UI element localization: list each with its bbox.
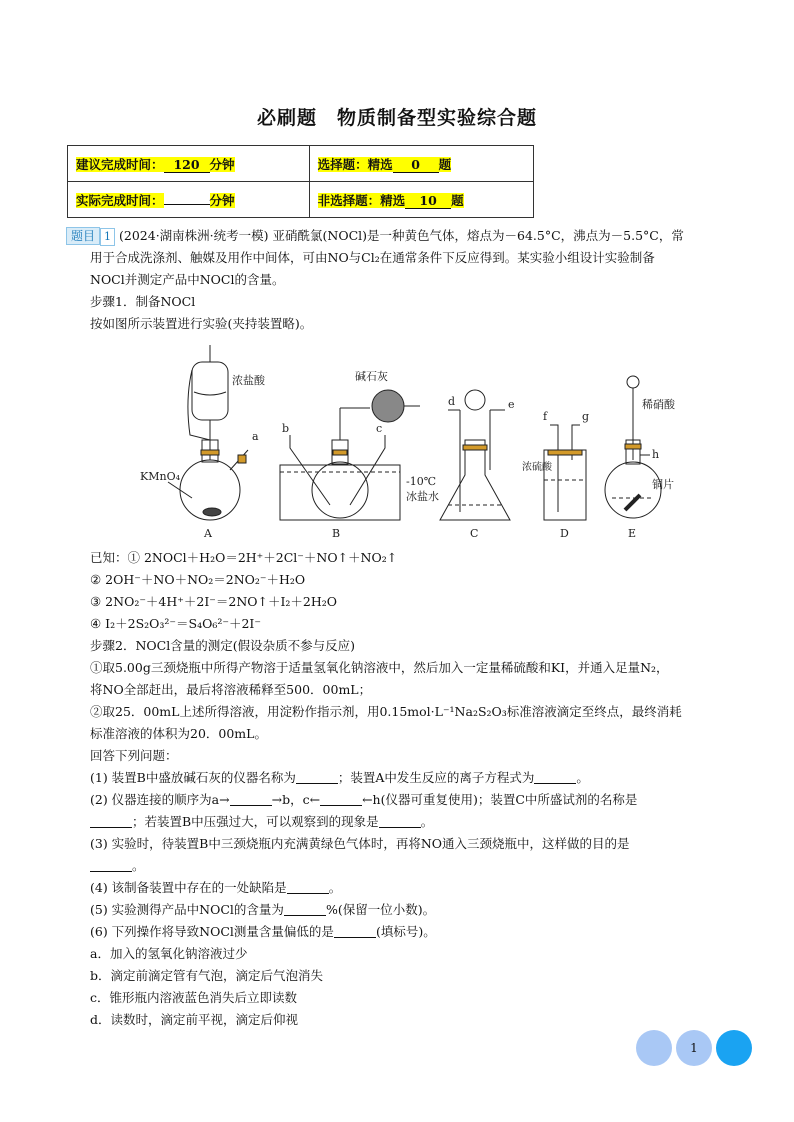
suggest-time-label: 建议完成时间： — [76, 156, 164, 172]
q2-blank-2[interactable] — [320, 791, 362, 806]
q3-blank[interactable] — [90, 857, 132, 872]
answer-prompt: 回答下列问题： — [90, 748, 178, 763]
step1-title: 步骤1．制备NOCl — [90, 294, 196, 309]
pressure-tube — [188, 370, 210, 440]
stopper-a2 — [238, 455, 246, 463]
apparatus-b — [280, 390, 420, 520]
step2-a-1: ①取5.00g三颈烧瓶中所得产物溶于适量氢氧化钠溶液中，然后加入一定量稀硫酸和KI，并通入足量N₂， — [90, 660, 669, 675]
inlet-tube-b — [290, 435, 330, 505]
step1-desc: 按如图所示装置进行实验(夹持装置略)。 — [90, 316, 313, 331]
question-2 — [70, 789, 730, 811]
q4-text: (4) 该制备装置中存在的一处缺陷是 — [90, 880, 287, 895]
label-b: b — [282, 422, 290, 435]
step2-b-1: ②取25．00mL上述所得溶液，用淀粉作指示剂，用0.15mol·L⁻¹Na₂S₂O₃标准溶液滴定至终点，最终消耗 — [90, 704, 682, 719]
question-6 — [70, 921, 730, 943]
question-3: (3) 实验时，待装置B中三颈烧瓶内充满黄绿色气体时，再将NO通入三颈烧瓶中，这样做的目的是 — [90, 836, 630, 851]
funnel-top-e — [627, 376, 639, 388]
nonchoice-value: 10 — [405, 193, 451, 209]
intro-text-3: NOCl并测定产品中NOCl的含量。 — [90, 272, 285, 287]
suggest-time-value: 120 — [164, 157, 210, 173]
q2-blank-3[interactable] — [90, 813, 132, 828]
copper-sheet — [625, 495, 640, 510]
label-g: g — [582, 410, 590, 423]
question-1 — [70, 767, 730, 789]
intro-text-2: 用于合成洗涤剂、触媒及用作中间体，可由NO与Cl₂在通常条件下反应得到。某实验小组设计实验制备 — [90, 250, 655, 265]
label-ice: 冰盐水 — [406, 490, 439, 503]
question-number: 1 — [100, 228, 115, 246]
stopper-d — [548, 450, 582, 455]
label-h: h — [652, 448, 660, 461]
time-unit: 分钟 — [209, 156, 235, 172]
q2-blank-1[interactable] — [230, 791, 272, 806]
actual-time-unit: 分钟 — [209, 192, 235, 208]
label-h2so4: 浓硫酸 — [522, 462, 552, 473]
label-C: C — [470, 527, 479, 540]
step2-b-2: 标准溶液的体积为20．00mL。 — [90, 726, 267, 741]
ice-bath — [280, 465, 400, 520]
apparatus-a — [168, 345, 248, 520]
stopper-c — [463, 445, 487, 450]
q1-end: 。 — [576, 770, 589, 785]
label-e: e — [508, 398, 515, 411]
q2-blank-4[interactable] — [379, 813, 421, 828]
choice-label: 选择题：精选 — [317, 156, 393, 172]
option-c: c．锥形瓶内溶液蓝色消失后立即读数 — [90, 990, 298, 1005]
kmno4-solid — [203, 508, 221, 516]
q2-l2b: 。 — [420, 814, 434, 829]
stopper-b — [333, 450, 347, 455]
q6-blank[interactable] — [334, 923, 376, 938]
label-temp: -10℃ — [406, 475, 437, 488]
label-d: d — [448, 395, 456, 408]
page-circle-right — [716, 1030, 752, 1066]
question-intro-line-1 — [66, 225, 730, 247]
label-D: D — [560, 527, 569, 540]
q6-end: (填标号)。 — [375, 924, 436, 939]
label-hno3: 稀硝酸 — [642, 398, 675, 411]
info-table — [67, 145, 534, 218]
choice-cell — [309, 146, 533, 182]
question-3-line-2 — [70, 855, 730, 877]
page-circle-left — [636, 1030, 672, 1066]
stopper-a — [201, 450, 219, 455]
actual-time-label: 实际完成时间： — [76, 192, 164, 208]
known-2: ② 2OH⁻＋NO＋NO₂＝2NO₂⁻＋H₂O — [90, 572, 306, 587]
funnel-liquid — [194, 392, 226, 395]
drying-tube-bulb — [372, 390, 404, 422]
q1-blank-1[interactable] — [296, 769, 338, 784]
option-a: a．加入的氢氧化钠溶液过少 — [90, 946, 248, 961]
page-number-badge — [636, 1030, 752, 1066]
label-a: a — [252, 430, 259, 443]
label-B: B — [332, 527, 341, 540]
q5-blank[interactable] — [284, 901, 326, 916]
label-hcl: 浓盐酸 — [232, 374, 265, 387]
label-A: A — [204, 527, 212, 540]
q1-text: (1) 装置B中盛放碱石灰的仪器名称为 — [90, 770, 296, 785]
label-E: E — [628, 527, 637, 540]
q2-mid2: ←h(仪器可重复使用)；装置C中所盛试剂的名称是 — [362, 792, 638, 807]
label-soda: 碱石灰 — [355, 370, 388, 383]
q2-l2a: ；若装置B中压强过大，可以观察到的现象是 — [132, 814, 379, 829]
bulb-c — [465, 390, 485, 410]
q5-end: %(保留一位小数)。 — [325, 902, 436, 917]
erlenmeyer-c — [440, 440, 510, 520]
known-1: 已知：① 2NOCl＋H₂O＝2H⁺＋2Cl⁻＋NO↑＋NO₂↑ — [90, 550, 398, 565]
q5-text: (5) 实验测得产品中NOCl的含量为 — [90, 902, 284, 917]
question-2-line-2 — [70, 811, 730, 833]
choice-unit: 题 — [438, 156, 452, 172]
label-f: f — [543, 410, 548, 423]
q4-end: 。 — [328, 880, 342, 895]
label-cu: 铜片 — [652, 478, 674, 491]
q1-blank-2[interactable] — [534, 769, 576, 784]
actual-time-cell — [68, 182, 310, 218]
step2-title: 步骤2．NOCl含量的测定(假设杂质不参与反应) — [90, 638, 355, 653]
question-5 — [70, 899, 730, 921]
page-number: 1 — [676, 1030, 712, 1066]
known-3: ③ 2NO₂⁻＋4H⁺＋2I⁻＝2NO↑＋I₂＋2H₂O — [90, 594, 338, 609]
apparatus-c — [440, 390, 510, 520]
q1-mid: ；装置A中发生反应的离子方程式为 — [337, 770, 535, 785]
question-4 — [70, 877, 730, 899]
label-kmno4: KMnO₄ — [140, 470, 180, 483]
suggest-time-cell — [68, 146, 310, 182]
q3-end: 。 — [132, 858, 145, 873]
page-title: 必刷题 物质制备型实验综合题 — [256, 107, 537, 129]
known-4: ④ I₂＋2S₂O₃²⁻＝S₄O₆²⁻＋2I⁻ — [90, 616, 261, 631]
actual-time-blank — [164, 204, 210, 205]
intro-text-1: (2024·湖南株洲·统考一模) 亚硝酰氯(NOCl)是一种黄色气体，熔点为－64.5°C，沸点为－5.5°C，常 — [119, 228, 684, 243]
label-c: c — [376, 422, 383, 435]
nonchoice-label: 非选择题：精选 — [317, 192, 406, 208]
choice-value: 0 — [393, 157, 439, 173]
apparatus-figure — [130, 340, 690, 540]
option-b: b．滴定前滴定管有气泡，滴定后气泡消失 — [90, 968, 324, 983]
q2-mid1: →b，c← — [271, 792, 321, 807]
q2-text: (2) 仪器连接的顺序为a→ — [90, 792, 230, 807]
nonchoice-unit: 题 — [451, 192, 464, 208]
nonchoice-cell — [309, 182, 533, 218]
step2-a-2: 将NO全部赶出，最后将溶液稀释至500．00mL； — [90, 682, 372, 697]
q4-blank[interactable] — [287, 879, 329, 894]
q6-text: (6) 下列操作将导致NOCl测量含量偏低的是 — [90, 924, 334, 939]
option-d: d．读数时，滴定前平视，滴定后仰视 — [90, 1012, 299, 1027]
question-tag: 题目 — [66, 227, 100, 245]
kmno4-pointer — [168, 482, 192, 498]
stopper-e — [625, 444, 641, 449]
dropping-funnel — [192, 362, 228, 420]
wash-bottle-d — [544, 450, 586, 520]
